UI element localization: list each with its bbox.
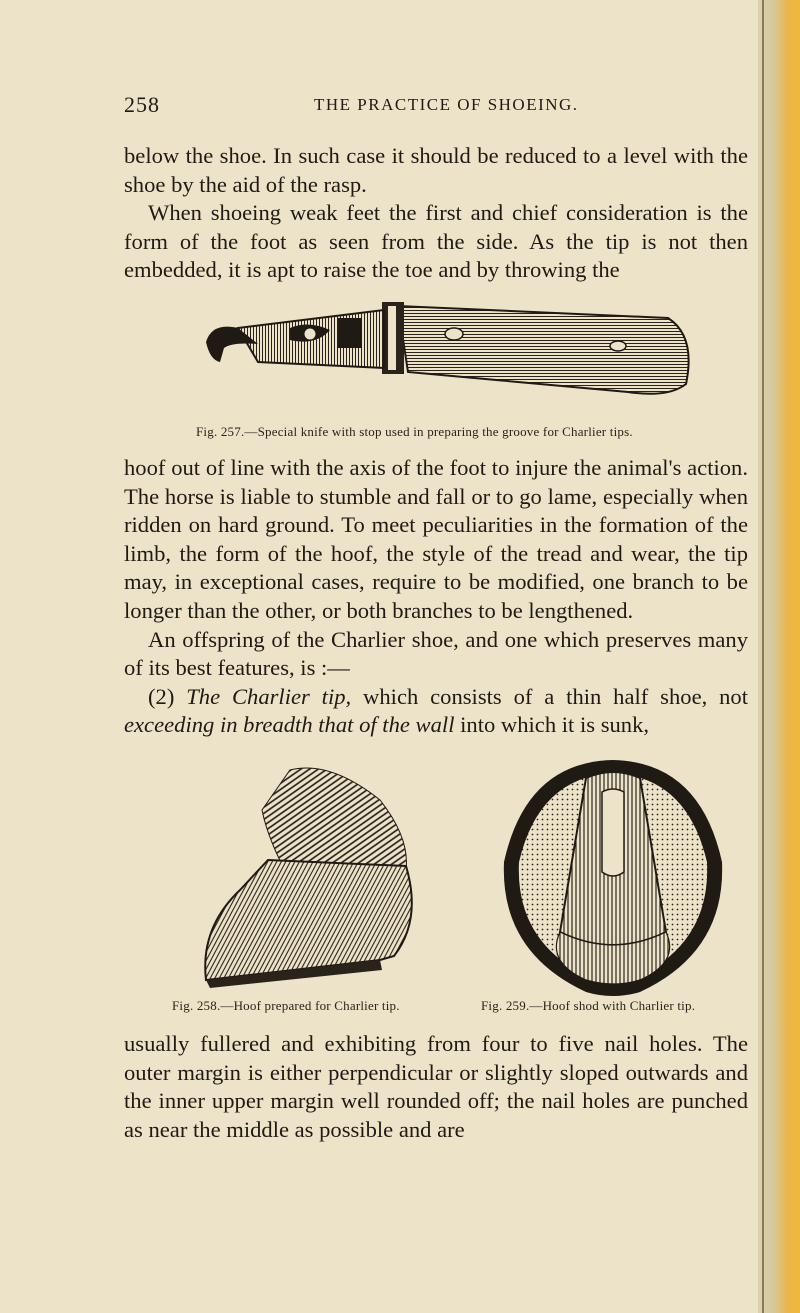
text-block-bottom (124, 1030, 748, 1144)
item-number: (2) (148, 683, 187, 709)
page-edge-line (762, 0, 764, 1313)
figure-259-caption: Fig. 259.—Hoof shod with Charlier tip. (481, 998, 696, 1013)
text-block-middle (124, 454, 748, 740)
figure-259-hoof-illustration (490, 752, 736, 1002)
paragraph-hoof-out-of-line: hoof out of line with the axis of the foot to injure the animal's action. The horse is liable to stumble and fall or to go lame, especially when ridden on hard ground. To meet peculiarities in the formation of the limb, the form of the hoof, the style of the tread and wear, the tip may, in exceptional cases, require to be modified, one branch to be longer than the other, or both branches to be lengthened. (124, 455, 748, 623)
figure-258-hoof-illustration (170, 760, 460, 988)
italic-phrase-breadth: exceeding in breadth that of the wall (124, 712, 455, 738)
paragraph-nail-holes: usually fullered and exhibiting from four to five nail holes. The outer margin is either perpendicular or slightly sloped outwards and the inner upper margin well rounded off; the nail holes are punched as near the middle as possible and are (124, 1031, 748, 1142)
figure-257-caption: Fig. 257.—Special knife with stop used in preparing the groove for Charlier tips. (196, 424, 633, 439)
paragraph-continuation: below the shoe. In such case it should be reduced to a level with the shoe by the aid of the rasp. (124, 143, 748, 197)
page-number: 258 (124, 92, 160, 117)
term-charlier-tip: The Charlier tip, (186, 683, 352, 709)
page-edge (758, 0, 800, 1313)
figure-258-caption: Fig. 258.—Hoof prepared for Charlier tip. (172, 998, 400, 1013)
charlier-tip-end: into which it is sunk, (454, 712, 650, 738)
paragraph-charlier-tip (124, 683, 748, 740)
figure-257-knife-illustration (198, 288, 696, 410)
paragraph-weak-feet: When shoeing weak feet the first and chief consideration is the form of the foot as seen from the side. As the tip is not then embedded, it is apt to raise the toe and by throwing the (124, 200, 748, 283)
running-title: THE PRACTICE OF SHOEING. (314, 95, 579, 114)
charlier-tip-text: which consists of a thin half shoe, not (351, 683, 748, 709)
page-header (124, 92, 744, 120)
paragraph-offspring: An offspring of the Charlier shoe, and one which preserves many of its best features, is :— (124, 626, 748, 681)
text-block-top (124, 142, 748, 285)
